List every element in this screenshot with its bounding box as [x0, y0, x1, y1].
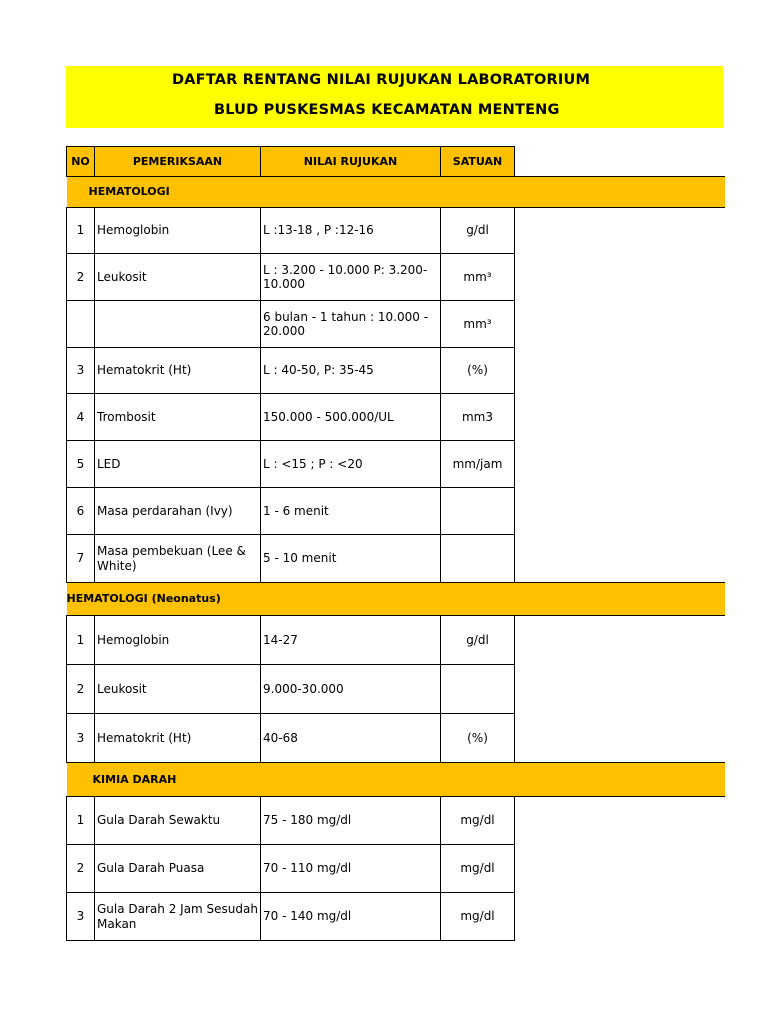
unit: (%)	[441, 348, 515, 394]
reference-value: 70 - 140 mg/dl	[261, 893, 441, 941]
header-pemeriksaan: PEMERIKSAAN	[95, 147, 261, 177]
exam-name: Gula Darah Puasa	[95, 845, 261, 893]
row-number: 1	[67, 797, 95, 845]
reference-value: L : <15 ; P : <20	[261, 441, 441, 488]
exam-name: Leukosit	[95, 254, 261, 301]
row-number: 3	[67, 893, 95, 941]
unit: (%)	[441, 714, 515, 763]
exam-name: Masa perdarahan (Ivy)	[95, 488, 261, 535]
exam-name: Masa pembekuan (Lee & White)	[95, 535, 261, 583]
reference-value: 1 - 6 menit	[261, 488, 441, 535]
table-row	[67, 665, 725, 714]
row-number: 1	[67, 208, 95, 254]
row-number: 4	[67, 394, 95, 441]
row-number: 2	[67, 254, 95, 301]
unit: mg/dl	[441, 797, 515, 845]
exam-name: Gula Darah 2 Jam Sesudah Makan	[95, 893, 261, 941]
header-no: NO	[67, 147, 95, 177]
table-header-row	[67, 147, 725, 177]
reference-value: 9.000-30.000	[261, 665, 441, 714]
table-row	[67, 488, 725, 535]
unit: mg/dl	[441, 845, 515, 893]
table-row	[67, 301, 725, 348]
exam-name: Leukosit	[95, 665, 261, 714]
section-label: KIMIA DARAH	[67, 763, 725, 797]
reference-value: 40-68	[261, 714, 441, 763]
reference-value: L : 40-50, P: 35-45	[261, 348, 441, 394]
reference-value: 75 - 180 mg/dl	[261, 797, 441, 845]
section-label: HEMATOLOGI (Neonatus)	[67, 583, 725, 616]
unit: mg/dl	[441, 893, 515, 941]
reference-values-table	[66, 146, 725, 941]
exam-name: Gula Darah Sewaktu	[95, 797, 261, 845]
section-row	[67, 763, 725, 797]
unit: mm/jam	[441, 441, 515, 488]
row-number: 3	[67, 714, 95, 763]
unit	[441, 535, 515, 583]
reference-value: 14-27	[261, 616, 441, 665]
table-row	[67, 845, 725, 893]
reference-value: 6 bulan - 1 tahun : 10.000 - 20.000	[261, 301, 441, 348]
table-row	[67, 797, 725, 845]
exam-name: LED	[95, 441, 261, 488]
row-number: 3	[67, 348, 95, 394]
exam-name: Hematokrit (Ht)	[95, 714, 261, 763]
unit: g/dl	[441, 208, 515, 254]
table-row	[67, 616, 725, 665]
table-row	[67, 394, 725, 441]
unit	[441, 665, 515, 714]
row-number	[67, 301, 95, 348]
row-number: 2	[67, 665, 95, 714]
table-row	[67, 714, 725, 763]
unit	[441, 488, 515, 535]
exam-name: Hematokrit (Ht)	[95, 348, 261, 394]
unit: g/dl	[441, 616, 515, 665]
row-number: 1	[67, 616, 95, 665]
section-row	[67, 583, 725, 616]
row-number: 5	[67, 441, 95, 488]
exam-name: Trombosit	[95, 394, 261, 441]
reference-value: 5 - 10 menit	[261, 535, 441, 583]
header-satuan: SATUAN	[441, 147, 515, 177]
table-row	[67, 208, 725, 254]
row-number: 2	[67, 845, 95, 893]
unit: mm³	[441, 254, 515, 301]
reference-value: L :13-18 , P :12-16	[261, 208, 441, 254]
row-number: 7	[67, 535, 95, 583]
unit: mm³	[441, 301, 515, 348]
table-row	[67, 893, 725, 941]
row-number: 6	[67, 488, 95, 535]
section-label: HEMATOLOGI	[67, 177, 725, 208]
exam-name: Hemoglobin	[95, 208, 261, 254]
header-nilai-rujukan: NILAI RUJUKAN	[261, 147, 441, 177]
document-subtitle: BLUD PUSKESMAS KECAMATAN MENTENG	[214, 102, 560, 118]
unit: mm3	[441, 394, 515, 441]
exam-name	[95, 301, 261, 348]
title-area	[66, 66, 591, 128]
table-row	[67, 441, 725, 488]
reference-value: L : 3.200 - 10.000 P: 3.200-10.000	[261, 254, 441, 301]
reference-value: 150.000 - 500.000/UL	[261, 394, 441, 441]
table-row	[67, 535, 725, 583]
table-row	[67, 254, 725, 301]
document-title: DAFTAR RENTANG NILAI RUJUKAN LABORATORIUM	[172, 72, 591, 88]
table-row	[67, 348, 725, 394]
exam-name: Hemoglobin	[95, 616, 261, 665]
section-row	[67, 177, 725, 208]
reference-value: 70 - 110 mg/dl	[261, 845, 441, 893]
